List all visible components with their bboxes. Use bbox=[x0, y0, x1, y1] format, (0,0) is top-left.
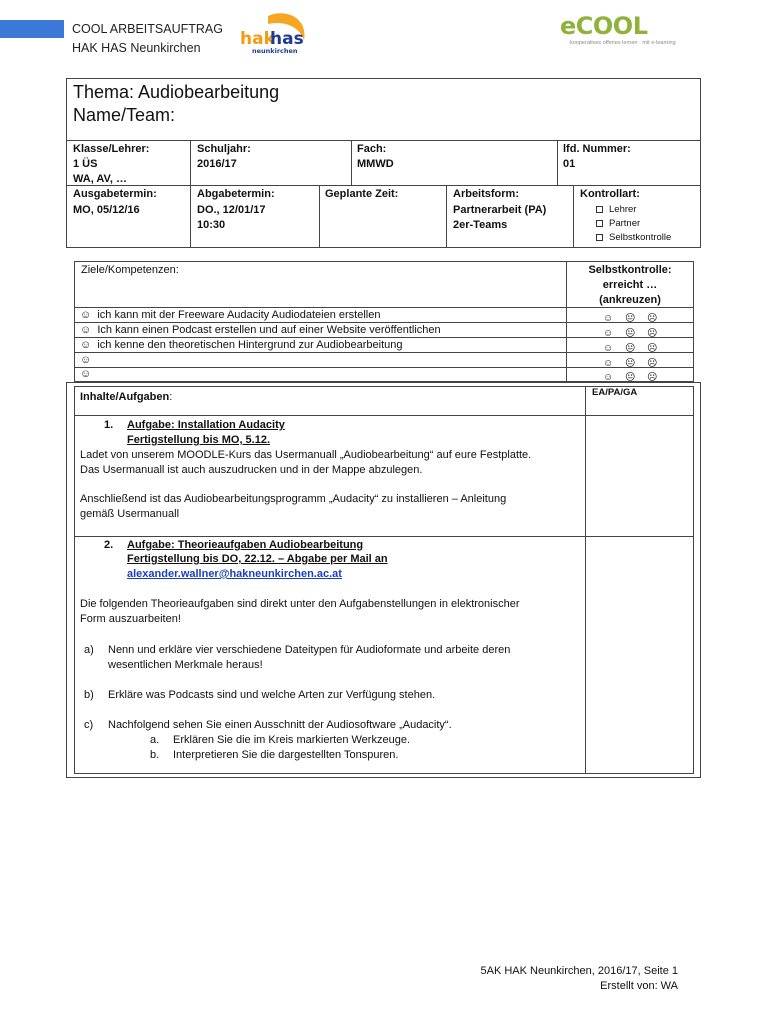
abgabetermin-date: DO., 12/01/17 bbox=[197, 204, 266, 216]
hak-has-logo bbox=[238, 10, 312, 56]
klasse-label: Klasse/Lehrer: bbox=[73, 143, 150, 155]
kontrollart-label: Kontrollart: bbox=[580, 188, 640, 200]
goal-item bbox=[80, 353, 94, 368]
task2-a-label: a) bbox=[84, 644, 94, 656]
goals-header: Ziele/Kompetenzen: bbox=[81, 264, 179, 276]
ecool-logo bbox=[560, 12, 680, 46]
ankreuzen-header: (ankreuzen) bbox=[599, 294, 661, 306]
header-accent-bar bbox=[0, 20, 64, 38]
goal-item: ☺ ich kenne den theoretischen Hintergrund zur Audiobearbeitung bbox=[80, 339, 403, 351]
happy-face-icon: ☺ bbox=[603, 372, 614, 383]
task2-a-text: Nenn und erkläre vier verschiedene Dateitypen für Audioformate und arbeite deren bbox=[108, 644, 511, 656]
hak-logo-hak: hak bbox=[240, 29, 275, 49]
checkbox[interactable] bbox=[596, 206, 603, 213]
task2-b-text: Erkläre was Podcasts sind und welche Arten zur Verfügung stehen. bbox=[108, 689, 436, 701]
neutral-face-icon: 😐 bbox=[625, 372, 636, 383]
smiley-icon: ☺ bbox=[80, 354, 92, 366]
sad-face-icon: ☹ bbox=[647, 343, 658, 354]
goal-item: ☺ ich kann mit der Freeware Audacity Audiodateien erstellen bbox=[80, 309, 381, 321]
smiley-icon: ☺ bbox=[80, 368, 92, 380]
ea-pa-ga-label: EA/PA/GA bbox=[592, 387, 638, 398]
task2-c-sub-b-label: b. bbox=[150, 749, 160, 761]
task2-c-text: Nachfolgend sehen Sie einen Ausschnitt der Audiosoftware „Audacity“. bbox=[108, 719, 452, 731]
header-title: COOL ARBEITSAUFTRAG bbox=[72, 22, 223, 36]
geplante-zeit-label: Geplante Zeit: bbox=[325, 188, 399, 200]
kontrollart-option-partner[interactable]: Partner bbox=[596, 217, 640, 231]
task2-c-sub-b: Interpretieren Sie die dargestellten Tonspuren. bbox=[173, 749, 399, 761]
schuljahr-value: 2016/17 bbox=[197, 158, 237, 170]
kontrollart-option-selbstkontrolle[interactable]: Selbstkontrolle bbox=[596, 231, 671, 245]
arbeitsform-value: Partnerarbeit (PA) bbox=[453, 204, 547, 216]
lfd-nummer-value: 01 bbox=[563, 158, 576, 170]
goal-item: ☺ Ich kann einen Podcast erstellen und auf einer Website veröffentlichen bbox=[80, 324, 441, 336]
sad-face-icon: ☹ bbox=[647, 313, 658, 324]
sad-face-icon: ☹ bbox=[647, 372, 658, 383]
name-team-label: Name/Team: bbox=[73, 105, 176, 125]
sad-face-icon: ☹ bbox=[647, 328, 658, 339]
footer-author: Erstellt von: WA bbox=[600, 980, 678, 992]
abgabetermin-label: Abgabetermin: bbox=[197, 188, 275, 200]
ecool-logo-tagline: kooperatives offenes lernen · mit e-learning bbox=[570, 40, 676, 46]
task2-deadline: Fertigstellung bis DO, 22.12. – Abgabe per Mail an bbox=[127, 553, 388, 565]
fach-value: MMWD bbox=[357, 158, 394, 170]
footer-page-info: 5AK HAK Neunkirchen, 2016/17, Seite 1 bbox=[480, 965, 678, 977]
neutral-face-icon: 😐 bbox=[625, 358, 636, 369]
task1-text: Anschließend ist das Audiobearbeitungsprogramm „Audacity“ zu installieren – Anleitung bbox=[80, 493, 507, 505]
neutral-face-icon: 😐 bbox=[625, 328, 636, 339]
task1-text: Ladet von unserem MOODLE-Kurs das Usermanuall „Audiobearbeitung“ auf eure Festplatte. bbox=[80, 449, 532, 461]
goal-item bbox=[80, 367, 94, 382]
happy-face-icon: ☺ bbox=[603, 343, 614, 354]
schuljahr-label: Schuljahr: bbox=[197, 143, 251, 155]
task1-title: Aufgabe: Installation Audacity bbox=[127, 419, 285, 431]
hak-logo-has: has bbox=[270, 29, 304, 49]
task1-text: Das Usermanuall ist auch auszudrucken und in der Mappe abzulegen. bbox=[80, 464, 423, 476]
neutral-face-icon: 😐 bbox=[625, 343, 636, 354]
task1-text: gemäß Usermanuall bbox=[80, 508, 180, 520]
fach-label: Fach: bbox=[357, 143, 387, 155]
abgabetermin-time: 10:30 bbox=[197, 219, 226, 231]
erreicht-header: erreicht … bbox=[602, 279, 658, 291]
task1-number: 1. bbox=[104, 419, 114, 431]
task2-b-label: b) bbox=[84, 689, 94, 701]
checkbox[interactable] bbox=[596, 234, 603, 241]
klasse-value: 1 ÜS bbox=[73, 158, 98, 170]
smiley-icon: ☺ bbox=[80, 324, 92, 336]
smiley-icon: ☺ bbox=[80, 309, 92, 321]
checkbox[interactable] bbox=[596, 220, 603, 227]
task2-c-sub-a: Erklären Sie die im Kreis markierten Werkzeuge. bbox=[173, 734, 410, 746]
tasks-header: Inhalte/Aufgaben: bbox=[80, 391, 173, 403]
smiley-icon: ☺ bbox=[80, 339, 92, 351]
hak-logo-sub: neunkirchen bbox=[252, 47, 298, 55]
happy-face-icon: ☺ bbox=[603, 313, 614, 324]
task2-intro: Die folgenden Theorieaufgaben sind direkt unter den Aufgabenstellungen in elektronischer bbox=[80, 598, 520, 610]
header-school: HAK HAS Neunkirchen bbox=[72, 41, 201, 55]
topic-title: Thema: Audiobearbeitung bbox=[73, 82, 280, 102]
task2-a-text: wesentlichen Merkmale heraus! bbox=[108, 659, 263, 671]
happy-face-icon: ☺ bbox=[603, 358, 614, 369]
lfd-nummer-label: lfd. Nummer: bbox=[563, 143, 631, 155]
ecool-logo-brand: eCOOL bbox=[560, 12, 648, 40]
arbeitsform-label: Arbeitsform: bbox=[453, 188, 520, 200]
task2-c-sub-a-label: a. bbox=[150, 734, 160, 746]
lehrer-value: WA, AV, … bbox=[73, 173, 127, 185]
sad-face-icon: ☹ bbox=[647, 358, 658, 369]
arbeitsform-teams: 2er-Teams bbox=[453, 219, 508, 231]
task2-intro: Form auszuarbeiten! bbox=[80, 613, 181, 625]
selbstkontrolle-header: Selbstkontrolle: bbox=[588, 264, 672, 276]
ausgabetermin-label: Ausgabetermin: bbox=[73, 188, 157, 200]
task1-deadline: Fertigstellung bis MO, 5.12. bbox=[127, 434, 271, 446]
neutral-face-icon: 😐 bbox=[625, 313, 636, 324]
kontrollart-option-lehrer[interactable]: Lehrer bbox=[596, 203, 636, 217]
task2-c-label: c) bbox=[84, 719, 94, 731]
task2-title: Aufgabe: Theorieaufgaben Audiobearbeitung bbox=[127, 539, 364, 551]
task2-number: 2. bbox=[104, 539, 114, 551]
ausgabetermin-value: MO, 05/12/16 bbox=[73, 204, 140, 216]
happy-face-icon: ☺ bbox=[603, 328, 614, 339]
task2-email-link[interactable]: alexander.wallner@hakneunkirchen.ac.at bbox=[127, 568, 342, 580]
